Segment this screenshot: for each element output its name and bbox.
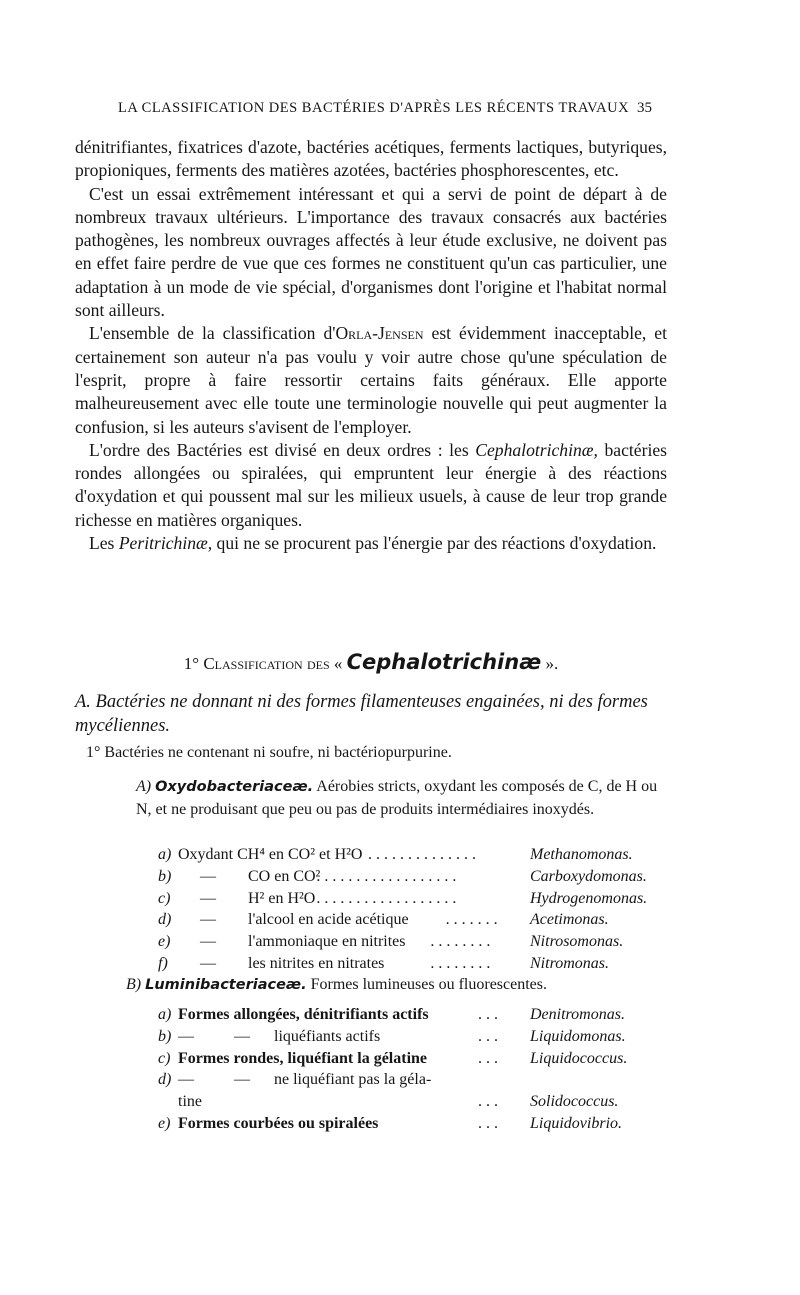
taxon-name: Cephalotrichinæ, <box>475 439 598 460</box>
row-text: les nitrites en nitrates <box>248 955 385 972</box>
table-row <box>158 846 668 868</box>
group-oxydobacteriaceae <box>136 776 666 820</box>
row-dash: — <box>200 889 216 907</box>
row-letter: b) <box>158 1027 172 1045</box>
row-text: CO en CO² <box>248 867 321 885</box>
row-letter: a) <box>158 1006 172 1023</box>
taxon-name: Peritrichinæ, <box>118 533 213 554</box>
heading-taxon: Cephalotrichinæ <box>346 650 542 674</box>
section-heading <box>75 650 667 674</box>
dot-leader: ........ <box>430 955 495 972</box>
group-name: Luminibacteriaceæ. <box>145 977 307 993</box>
table-row <box>158 890 668 912</box>
text-run: L'ensemble de la classification d' <box>89 323 336 344</box>
dot-leader: ....... <box>445 911 502 929</box>
group-luminibacteriaceae <box>126 976 666 994</box>
table-row <box>158 1050 668 1072</box>
body-text <box>75 136 667 555</box>
group-label: B) <box>126 976 142 993</box>
dot-leader: .................. <box>316 889 461 907</box>
dot-leader: ... <box>478 1006 502 1023</box>
subheading-1: 1° Bactéries ne contenant ni soufre, ni bactériopurpurine. <box>86 744 452 761</box>
genus-name: Hydrogenomonas. <box>530 889 648 907</box>
row-text: — — liquéfiants actifs <box>178 1027 381 1045</box>
author-name: Orla-Jensen <box>335 323 424 344</box>
row-letter: f) <box>158 955 168 972</box>
paragraph <box>75 532 667 555</box>
row-letter: d) <box>158 1071 172 1089</box>
heading-text: ». <box>545 654 559 673</box>
text-run: L'ordre des Bactéries est divisé en deux ordres : les <box>89 439 476 460</box>
row-dash: — <box>200 933 216 951</box>
row-text: l'alcool en acide acétique <box>248 911 409 929</box>
row-text: l'ammoniaque en nitrites <box>248 933 406 951</box>
genus-name: Denitromonas. <box>530 1006 625 1023</box>
table-row <box>158 1071 668 1093</box>
page-number: 35 <box>637 100 652 116</box>
text-run: bactéries rondes allongées ou spiralées, qui empruntent leur énergie à des réactions d'oxydation et qui poussent mal sur les milieux usuels, à cause de leur trop grande richesse en matières organiques. <box>75 439 667 530</box>
dot-leader: .................. <box>316 867 461 885</box>
row-text: Formes rondes, liquéfiant la gélatine <box>178 1049 428 1067</box>
row-letter: d) <box>158 911 172 929</box>
subheading-a: A. Bactéries ne donnant ni des formes filamenteuses engainées, ni des formes mycéliennes. <box>75 692 648 736</box>
genus-name: Methanomonas. <box>530 846 633 863</box>
heading-text: 1° Classification des « <box>183 654 343 673</box>
text-run: est évidemment inacceptable, et certainement son auteur n'a pas voulu y voir autre chose qu'une spéculation de l'esprit, propre à faire ressortir certains faits généraux. Elle apporte malheureusement avec elle toute une terminologie nouvelle qui peut augmenter la confusion, si les auteurs s'avisent de l'employer. <box>75 323 668 437</box>
row-text: Formes courbées ou spiralées <box>178 1115 379 1132</box>
row-text: tine <box>178 1093 202 1111</box>
table-row <box>158 868 668 890</box>
genus-name: Carboxydomonas. <box>530 867 647 885</box>
table-row <box>158 933 668 955</box>
dot-leader: ........ <box>430 933 495 951</box>
dot-leader: .............. <box>368 846 480 863</box>
genus-name: Liquidococcus. <box>530 1049 628 1067</box>
running-title: LA CLASSIFICATION DES BACTÉRIES D'APRÈS LES RÉCENTS TRAVAUX <box>118 100 630 116</box>
row-letter: c) <box>158 889 171 907</box>
genus-name: Nitrosomonas. <box>530 933 624 951</box>
group-description: Aérobies stricts, oxydant les composés de C, de H ou N, et ne produisant que peu ou pas de produits intermédiaires inoxydés. <box>136 778 658 818</box>
paragraph <box>75 439 667 532</box>
row-letter: e) <box>158 933 171 951</box>
genus-name: Liquidomonas. <box>530 1027 626 1045</box>
group-label: A) <box>136 778 152 795</box>
genus-name: Solidococcus. <box>530 1093 619 1111</box>
row-letter: e) <box>158 1115 171 1132</box>
paragraph <box>75 322 667 438</box>
table-row <box>158 911 668 933</box>
text-run: Les <box>89 533 119 554</box>
dot-leader: ... <box>478 1115 502 1132</box>
table-row <box>158 1028 668 1050</box>
table-row <box>158 955 668 977</box>
row-letter: b) <box>158 867 172 885</box>
row-dash: — <box>200 955 216 972</box>
row-letter: a) <box>158 846 172 863</box>
text-run: qui ne se procurent pas l'énergie par des réactions d'oxydation. <box>212 533 657 554</box>
table-row <box>158 1006 668 1028</box>
genus-name: Nitromonas. <box>530 955 609 972</box>
group-description: Formes lumineuses ou fluorescentes. <box>306 976 548 993</box>
dot-leader: ... <box>478 1027 502 1045</box>
dot-leader: ... <box>478 1049 502 1067</box>
genus-name: Liquidovibrio. <box>530 1115 623 1132</box>
group-name: Oxydobacteriaceæ. <box>155 779 314 795</box>
paragraph: C'est un essai extrêmement intéressant et qui a servi de point de départ à de nombreux travaux ultérieurs. L'importance des travaux consacrés aux bactéries pathogènes, les nombreux ouvrages affectés à leur étude exclusive, ne doivent pas en effet faire perdre de vue que ces formes ne constituent qu'un cas particulier, une adaptation à un mode de vie spécial, d'organismes dont l'origine et l'habitat normal sont ailleurs. <box>75 183 667 321</box>
row-dash: — <box>200 867 216 885</box>
paragraph: dénitrifiantes, fixatrices d'azote, bactéries acétiques, ferments lactiques, butyriques, propioniques, ferments des matières azotées, bactéries phosphorescentes, etc. <box>75 137 667 181</box>
row-dash: — <box>200 911 216 929</box>
dot-leader: ... <box>478 1093 502 1111</box>
genus-name: Acetimonas. <box>530 911 609 929</box>
row-text: Formes allongées, dénitrifiants actifs <box>178 1006 429 1023</box>
row-text: H² en H²O <box>248 889 316 907</box>
row-letter: c) <box>158 1049 171 1067</box>
row-text: Oxydant CH⁴ en CO² et H²O <box>178 846 363 863</box>
table-row <box>158 1093 668 1115</box>
row-text: — — ne liquéfiant pas la géla- <box>178 1071 432 1089</box>
table-row <box>158 1115 668 1137</box>
